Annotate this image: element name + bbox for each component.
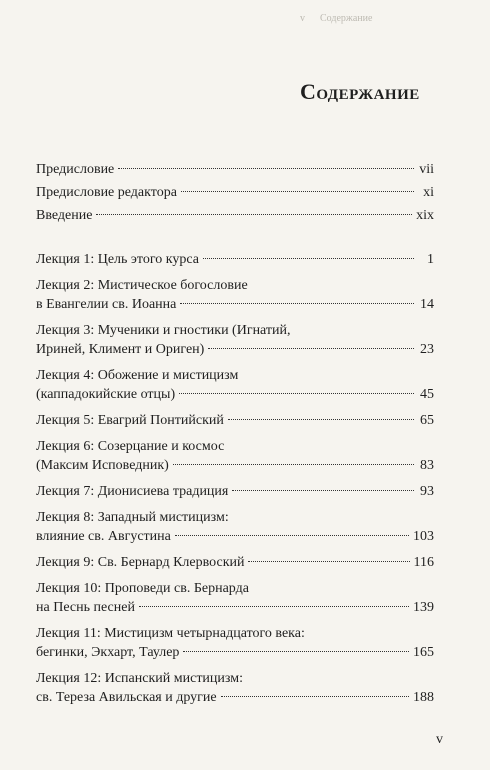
dot-leader [228, 419, 414, 420]
page-title: Содержание [300, 79, 420, 104]
toc-entry-title: Ириней, Климент и Ориген) [36, 342, 205, 357]
dot-leader [183, 651, 409, 652]
toc-entry-title: Лекция 7: Дионисиева традиция [36, 484, 229, 499]
dot-leader [173, 464, 414, 465]
toc-entry [36, 276, 434, 314]
dot-leader [180, 303, 414, 304]
toc-entry [36, 437, 434, 475]
toc-entry-title: на Песнь песней [36, 600, 135, 615]
dot-leader [181, 191, 414, 192]
toc-entry-title: Лекция 4: Обожение и мистицизм [36, 368, 239, 383]
toc-entry [36, 482, 434, 501]
toc-entry-title: Лекция 1: Цель этого курса [36, 252, 199, 267]
toc-entry-title: Предисловие редактора [36, 185, 177, 200]
toc-entry-title: Лекция 3: Мученики и гностики (Игнатий, [36, 323, 291, 338]
toc-page-number: 103 [413, 529, 434, 544]
toc-entry [36, 321, 434, 359]
toc-entry-title: Лекция 8: Западный мистицизм: [36, 510, 229, 525]
toc-entry [36, 183, 434, 202]
toc-page-number: 165 [413, 645, 434, 660]
toc-page-number: 188 [413, 690, 434, 705]
dot-leader [179, 393, 414, 394]
dot-leader [232, 490, 414, 491]
toc-page-number: 23 [420, 342, 434, 357]
toc-entry-title: Лекция 12: Испанский мистицизм: [36, 671, 243, 686]
table-of-contents [36, 160, 434, 707]
toc-entry-title: Введение [36, 208, 93, 223]
toc-entry [36, 553, 434, 572]
toc-page-number: 116 [413, 555, 434, 570]
toc-entry [36, 579, 434, 617]
toc-entry [36, 250, 434, 269]
dot-leader [221, 696, 409, 697]
toc-page-number: 139 [413, 600, 434, 615]
bleed-through-header: v Содержание [300, 14, 373, 24]
toc-entry-title: Лекция 9: Св. Бернард Клервоский [36, 555, 245, 570]
toc-entry-title: в Евангелии св. Иоанна [36, 297, 177, 312]
toc-entry [36, 206, 434, 225]
toc-entry-title: Лекция 11: Мистицизм четырнадцатого века: [36, 626, 305, 641]
dot-leader [96, 214, 412, 215]
toc-entry [36, 366, 434, 404]
dot-leader [139, 606, 409, 607]
dot-leader [203, 258, 414, 259]
toc-entry-title: Лекция 6: Созерцание и космос [36, 439, 225, 454]
toc-entry-title: влияние св. Августина [36, 529, 171, 544]
toc-entry-title: Лекция 10: Проповеди св. Бернарда [36, 581, 249, 596]
toc-page-number: xix [416, 208, 434, 223]
dot-leader [248, 561, 409, 562]
toc-entry [36, 508, 434, 546]
toc-entry-title: Лекция 5: Евагрий Понтийский [36, 413, 224, 428]
toc-entry-title: бегинки, Экхарт, Таулер [36, 645, 180, 660]
running-header: Содержание [320, 14, 373, 24]
toc-entry [36, 411, 434, 430]
toc-entry [36, 624, 434, 662]
toc-page-number: 1 [427, 252, 434, 267]
toc-page-number: xi [423, 185, 434, 200]
toc-entry-title: Предисловие [36, 162, 115, 177]
dot-leader [208, 348, 414, 349]
toc-page-number: 83 [420, 458, 434, 473]
toc-entry [36, 160, 434, 179]
toc-page-number: 14 [420, 297, 434, 312]
toc-page-number: 93 [420, 484, 434, 499]
page-number: v [436, 732, 443, 747]
dot-leader [175, 535, 409, 536]
toc-entry-title: Лекция 2: Мистическое богословие [36, 278, 248, 293]
toc-page-number: 65 [420, 413, 434, 428]
dot-leader [118, 168, 414, 169]
toc-entry-title: (каппадокийские отцы) [36, 387, 176, 402]
toc-entry [36, 669, 434, 707]
toc-entry-title: св. Тереза Авильская и другие [36, 690, 217, 705]
toc-page-number: 45 [420, 387, 434, 402]
toc-page-number: vii [419, 162, 434, 177]
toc-entry-title: (Максим Исповедник) [36, 458, 169, 473]
